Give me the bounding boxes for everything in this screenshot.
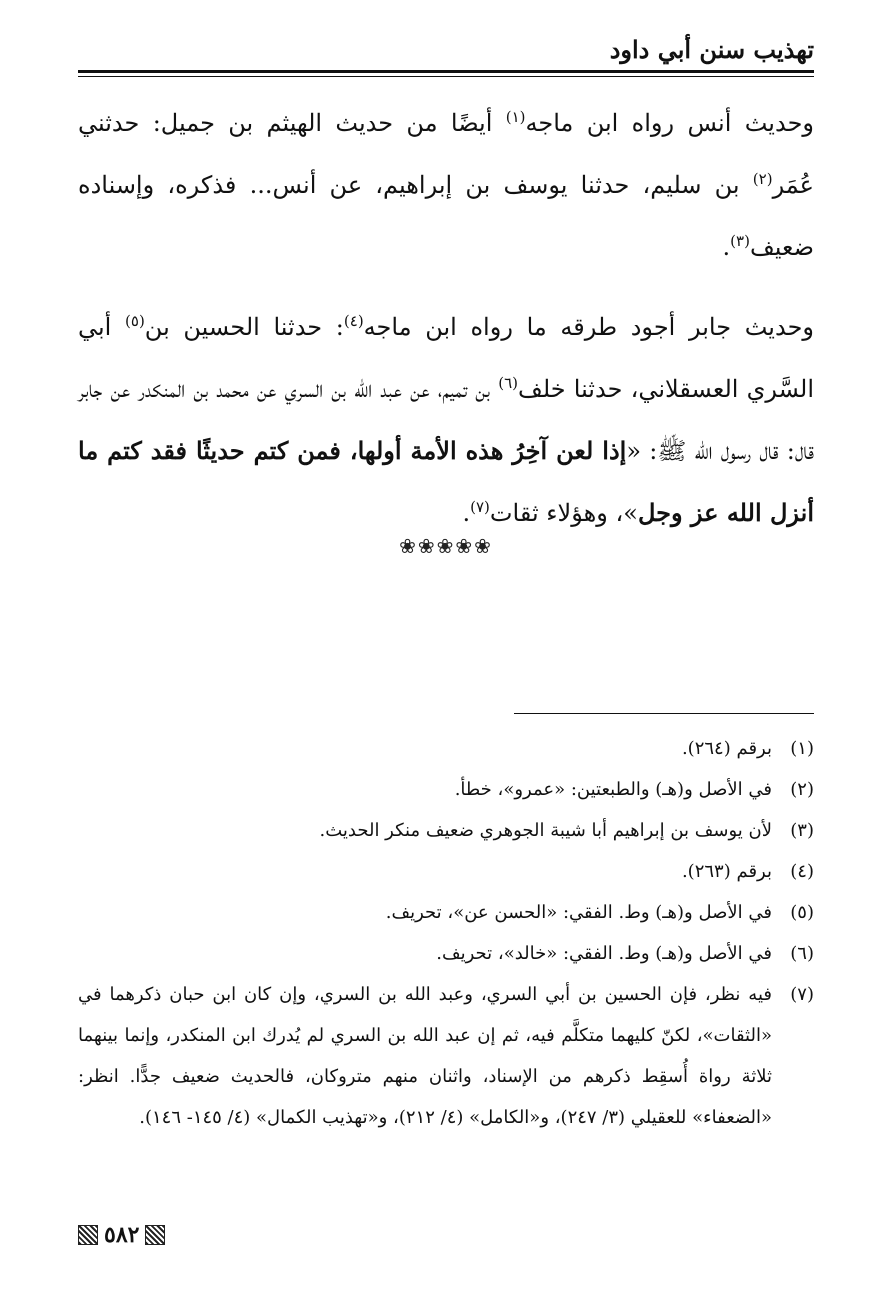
- running-header: [78, 34, 814, 74]
- footnote-item: [78, 974, 814, 1138]
- header-rule-thin: [78, 76, 814, 77]
- text-run: أيضًا من حديث الهيثم بن جميل: حدثني عُمَر: [78, 109, 814, 199]
- footnote-item: [78, 769, 814, 810]
- footnote-number: (٢): [790, 779, 814, 800]
- footnote-number: (٣): [790, 820, 814, 841]
- page-number-block: [78, 1220, 165, 1250]
- footnote-ref-3: (٣): [730, 232, 750, 250]
- footnote-text: برقم (٢٦٣).: [681, 861, 772, 882]
- footnote-item: [78, 851, 814, 892]
- text-run: بن سليم، حدثنا يوسف بن إبراهيم، عن أنس... فذكره، وإسناده ضعيف: [78, 171, 814, 261]
- footnote-item: [78, 810, 814, 851]
- footnote-text: لأن يوسف بن إبراهيم أبا شيبة الجوهري ضعيف منكر الحديث.: [319, 820, 772, 841]
- text-run: .: [722, 233, 731, 261]
- header-rule-thick: [78, 70, 814, 73]
- footnote-separator: [514, 713, 814, 714]
- footnote-number: (٦): [790, 943, 814, 964]
- footnote-item: [78, 892, 814, 933]
- footnote-ref-1: (١): [505, 108, 526, 126]
- section-ornament: ❀❀❀❀❀: [399, 534, 493, 558]
- footnote-ref-5: (٥): [125, 312, 145, 330]
- main-text: [78, 92, 814, 552]
- hadith-text: إذا لعن آخِرُ هذه الأمة أولها، فمن كتم حديثًا فقد كتم ما أنزل الله عز وجل: [78, 436, 814, 527]
- footnote-ref-2: (٢): [752, 170, 773, 188]
- paragraph-anas: [78, 92, 814, 278]
- paragraph-jabir: [78, 296, 814, 544]
- text-run: بن تميم، عن عبد الله بن السري عن محمد بن المنكدر عن جابر قال: قال رسول الله ﷺ: «: [78, 375, 814, 465]
- footnote-text: في الأصل و(هـ) وط. الفقي: «الحسن عن»، تحريف.: [385, 902, 772, 923]
- text-run: .: [462, 499, 471, 527]
- page-number: ٥٨٢: [104, 1222, 140, 1248]
- text-run: وحديث أنس رواه ابن ماجه: [525, 109, 815, 137]
- book-title: تهذيب سنن أبي داود: [609, 35, 814, 64]
- footnotes: [78, 728, 814, 1138]
- footnote-number: (٥): [790, 902, 814, 923]
- footnote-text: في الأصل و(هـ) والطبعتين: «عمرو»، خطأ.: [454, 779, 772, 800]
- ornament-square-icon: [78, 1225, 98, 1245]
- footnote-number: (٤): [790, 861, 814, 882]
- footnote-number: (٧): [790, 984, 814, 1005]
- footnote-text: برقم (٢٦٤).: [681, 738, 772, 759]
- footnote-text: فيه نظر، فإن الحسين بن أبي السري، وعبد الله بن السري، وإن كان ابن حبان ذكرهما في «الثقات»، لكنّ كليهما متكلَّم فيه، ثم إن عبد الله بن السري لم يُدرك ابن المنكدر، وإنما بينهما ثلاثة رواة أُسقِط ذكرهم من الإسناد، واثنان منهم متروكان، فالحديث ضعيف جدًّا. انظر: «الضعفاء» للعقيلي (٣/ ٢٤٧)، و«الكامل» (٤/ ٢١٢)، و«تهذيب الكمال» (٤/ ١٤٥- ١٤٦).: [78, 984, 772, 1128]
- text-run: »، وهؤلاء ثقات: [489, 499, 638, 527]
- footnote-item: [78, 728, 814, 769]
- text-run: : حدثنا الحسين بن: [144, 313, 344, 341]
- footnote-number: (١): [790, 738, 814, 759]
- footnote-ref-7: (٧): [470, 498, 490, 516]
- text-run: وحديث جابر أجود طرقه ما رواه ابن ماجه: [363, 313, 815, 341]
- text-run: أبي السَّري العسقلاني، حدثنا خلف: [78, 313, 814, 403]
- footnote-text: في الأصل و(هـ) وط. الفقي: «خالد»، تحريف.: [436, 943, 772, 964]
- footnote-item: [78, 933, 814, 974]
- footnote-ref-6: (٦): [498, 374, 518, 392]
- footnote-ref-4: (٤): [343, 312, 364, 330]
- ornament-square-icon: [145, 1225, 165, 1245]
